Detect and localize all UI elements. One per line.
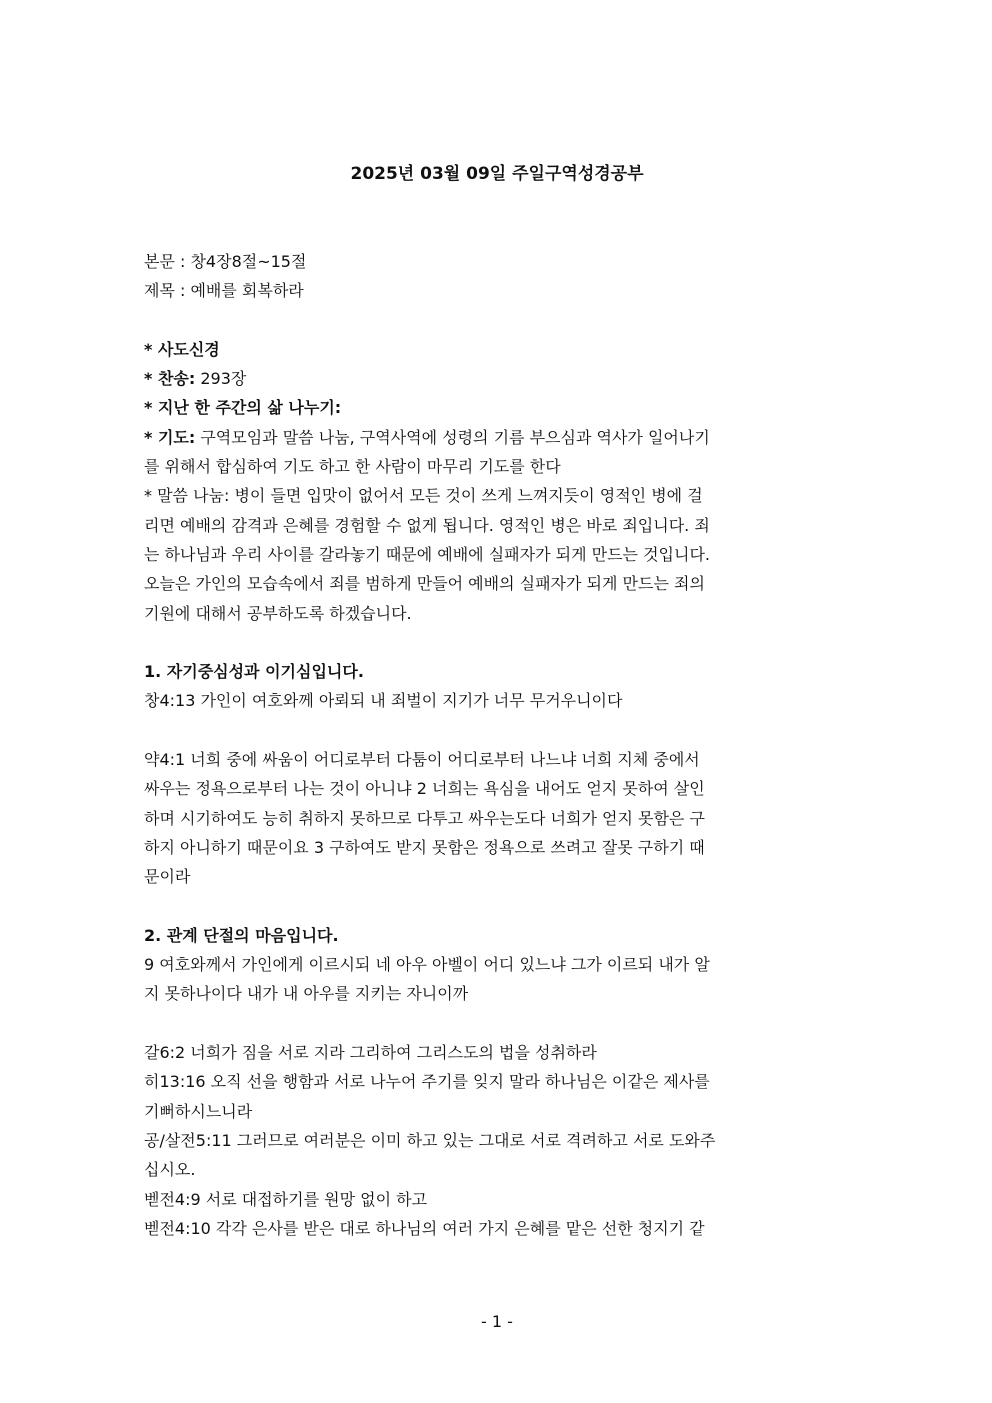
page-title: 2025년 03월 09일 주일구역성경공부 (350, 164, 644, 184)
spacer (144, 1009, 850, 1038)
thessalonians-line-1: 공/살전5:11 그러므로 여러분은 이미 하고 있는 그대로 서로 격려하고 서로 도와주 (144, 1130, 716, 1150)
document-page (144, 0, 850, 1403)
creed-item: * 사도신경 (144, 339, 220, 359)
james-line-4: 하지 아니하기 때문이요 3 구하여도 받지 못함은 정욕으로 쓰려고 잘못 구하기 때 (144, 837, 705, 857)
page-number: - 1 - (481, 1312, 513, 1331)
word-line-3: 는 하나님과 우리 사이를 갈라놓기 때문에 예배에 실패자가 되게 만드는 것입니다. (144, 544, 710, 564)
galatians-verse: 갈6:2 너희가 짐을 서로 지라 그리하여 그리스도의 법을 성취하라 (144, 1043, 597, 1063)
section-2-heading: 2. 관계 단절의 마음입니다. (144, 925, 339, 945)
prayer-line-1 (144, 423, 850, 452)
prayer-line-2: 를 위해서 합심하여 기도 하고 한 사람이 마무리 기도를 한다 (144, 457, 561, 477)
section-1-verse: 창4:13 가인이 여호와께 아뢰되 내 죄벌이 지기가 너무 무거우니이다 (144, 691, 623, 711)
sermon-title: 제목 : 예배를 회복하라 (144, 281, 304, 301)
thessalonians-line-2: 십시오. (144, 1160, 196, 1180)
word-line-1: * 말씀 나눔: 병이 들면 입맛이 없어서 모든 것이 쓰게 느껴지듯이 영적인 병에 걸 (144, 486, 703, 506)
scripture-reference: 본문 : 창4장8절~15절 (144, 252, 307, 271)
sharing-item: * 지난 한 주간의 삶 나누기: (144, 398, 342, 418)
hebrews-line-2: 기뻐하시느니라 (144, 1101, 253, 1121)
hymn-item (144, 364, 850, 393)
document-body (144, 247, 850, 1243)
word-line-2: 리면 예배의 감격과 은혜를 경험할 수 없게 됩니다. 영적인 병은 바로 죄입니다. 죄 (144, 515, 710, 535)
verse9-line-2: 지 못하나이다 내가 내 아우를 지키는 자니이까 (144, 984, 469, 1004)
spacer (144, 716, 850, 745)
james-line-1: 약4:1 너희 중에 싸움이 어디로부터 다툼이 어디로부터 나느냐 너희 지체 중에서 (144, 750, 700, 770)
word-line-4: 오늘은 가인의 모습속에서 죄를 범하게 만들어 예배의 실패자가 되게 만드는 죄의 (144, 574, 705, 594)
peter-verse-1: 벧전4:9 서로 대접하기를 원망 없이 하고 (144, 1189, 428, 1209)
prayer-text: 구역모임과 말씀 나눔, 구역사역에 성령의 기름 부으심과 역사가 일어나기 (195, 427, 710, 447)
spacer (144, 892, 850, 921)
james-line-3: 하며 시기하여도 능히 취하지 못하므로 다투고 싸우는도다 너희가 얻지 못함은 구 (144, 808, 705, 828)
hebrews-line-1: 히13:16 오직 선을 행함과 서로 나누어 주기를 잊지 말라 하나님은 이같은 제사를 (144, 1072, 710, 1092)
verse9-line-1: 9 여호와께서 가인에게 이르시되 네 아우 아벨이 어디 있느냐 그가 이르되 내가 알 (144, 955, 710, 975)
section-1-heading: 1. 자기중심성과 이기심입니다. (144, 662, 364, 682)
prayer-label: * 기도: (144, 427, 196, 447)
peter-verse-2: 벧전4:10 각각 은사를 받은 대로 하나님의 여러 가지 은혜를 맡은 선한 청지기 같 (144, 1218, 705, 1238)
hymn-label: * 찬송: (144, 369, 196, 389)
spacer (144, 306, 850, 335)
james-line-5: 문이라 (144, 867, 191, 887)
spacer (144, 628, 850, 657)
james-line-2: 싸우는 정욕으로부터 나는 것이 아니냐 2 너희는 욕심을 내어도 얻지 못하여 살인 (144, 779, 705, 799)
word-line-5: 기원에 대해서 공부하도록 하겠습니다. (144, 603, 412, 623)
hymn-value: 293장 (195, 369, 247, 389)
